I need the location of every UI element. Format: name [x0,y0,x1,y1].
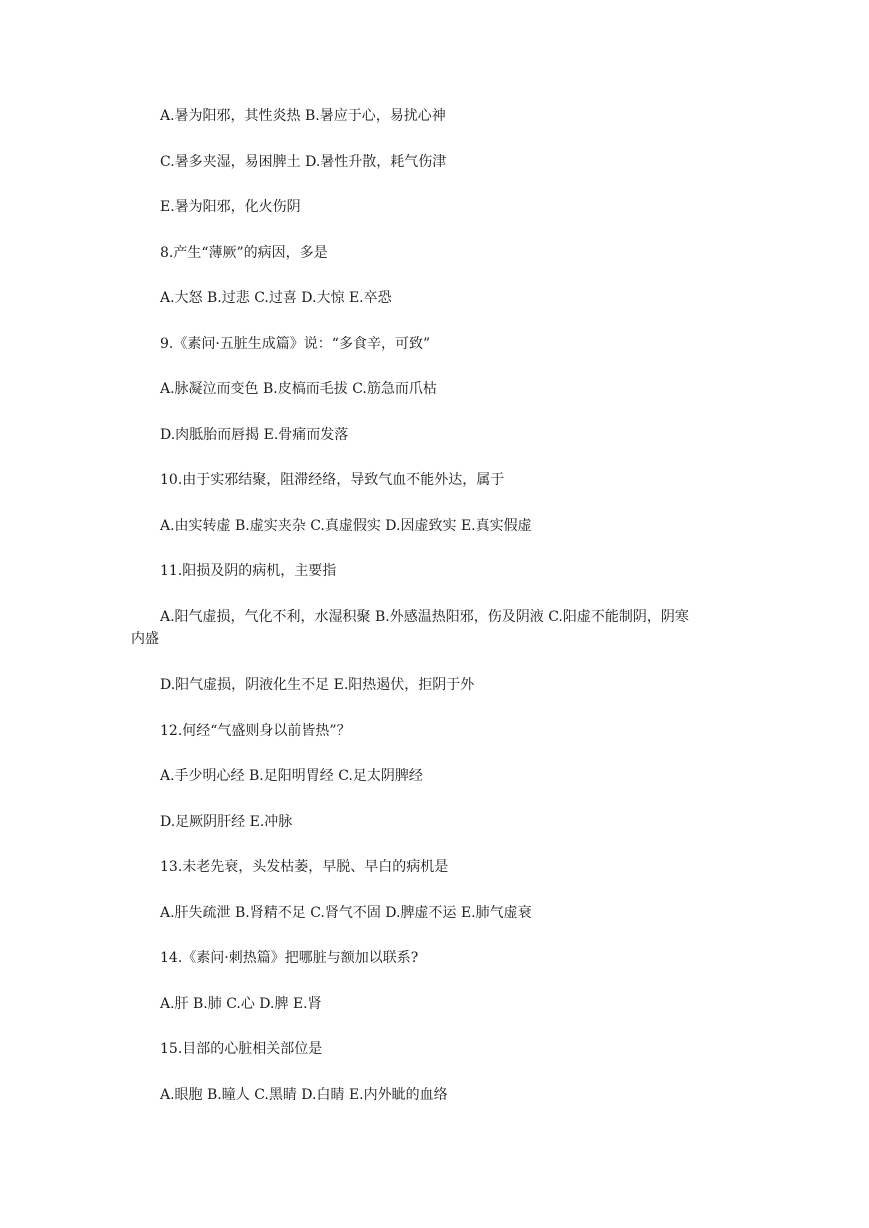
q9-options-abc: A.脉凝泣而变色 B.皮槁而毛拔 C.筋急而爪枯 [160,381,437,397]
q11-options-abc: A.阳气虚损，气化不利，水湿积聚 B.外感温热阳邪，伤及阴液 C.阳虚不能制阴，阴寒 [160,609,689,625]
q15-options: A.眼胞 B.瞳人 C.黑睛 D.白睛 E.内外眦的血络 [160,1087,448,1103]
q12-question: 12.何经“气盛则身以前皆热”？ [160,723,351,739]
q12-options-abc: A.手少明心经 B.足阳明胃经 C.足太阴脾经 [160,768,423,784]
q13-options: A.肝失疏泄 B.肾精不足 C.肾气不固 D.脾虚不运 E.肺气虚衰 [160,905,532,921]
q8-question: 8.产生“薄厥”的病因，多是 [160,245,328,261]
q11-options-de: D.阳气虚损，阴液化生不足 E.阳热遏伏，拒阴于外 [160,677,475,693]
q15-question: 15.目部的心脏相关部位是 [160,1041,323,1057]
q7-option-e: E.暑为阳邪，化火伤阴 [160,199,301,215]
q11-question: 11.阳损及阴的病机，主要指 [160,563,337,579]
q9-options-de: D.肉胝胎而唇揭 E.骨痛而发落 [160,427,349,443]
q12-options-de: D.足厥阴肝经 E.冲脉 [160,814,293,830]
q13-question: 13.未老先衰，头发枯萎，早脱、早白的病机是 [160,859,449,875]
q14-options: A.肝 B.肺 C.心 D.脾 E.肾 [160,996,322,1012]
q14-question: 14.《素问·刺热篇》把哪脏与额加以联系? [160,950,419,966]
q7-options-ab: A.暑为阳邪，其性炎热 B.暑应于心，易扰心神 [160,108,446,124]
q8-options: A.大怒 B.过悲 C.过喜 D.大惊 E.卒恐 [160,290,392,306]
q7-options-cd: C.暑多夹湿，易困脾土 D.暑性升散，耗气伤津 [160,154,447,170]
q10-question: 10.由于实邪结聚，阻滞经络，导致气血不能外达，属于 [160,472,505,488]
q9-question: 9.《素问·五脏生成篇》说：“多食辛，可致” [160,336,431,352]
q10-options: A.由实转虚 B.虚实夹杂 C.真虚假实 D.因虚致实 E.真实假虚 [160,518,532,534]
q11-options-continuation: 内盛 [131,631,159,647]
